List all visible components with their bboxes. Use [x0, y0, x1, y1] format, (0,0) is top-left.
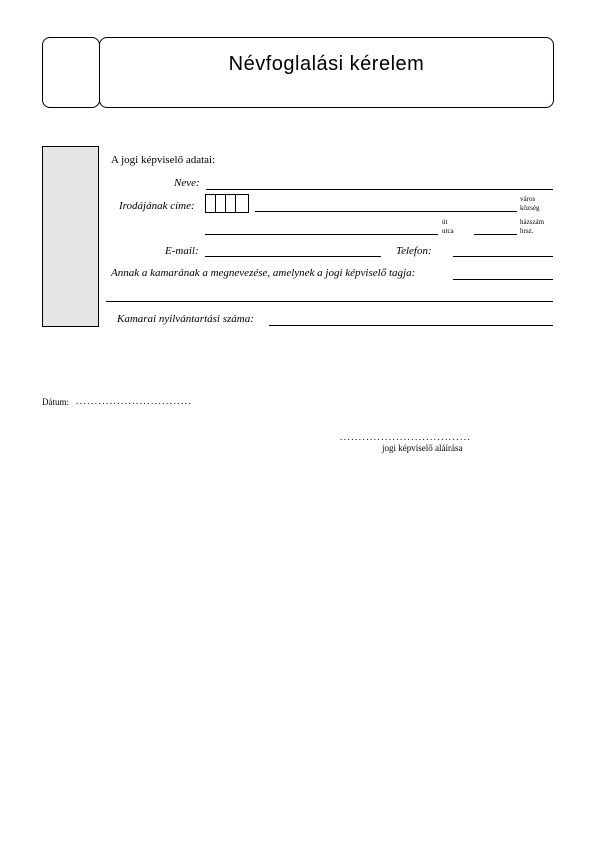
- registry-label: Kamarai nyilvántartási száma:: [117, 313, 254, 325]
- postal-code-boxes[interactable]: [205, 194, 249, 213]
- lot-number-label: hrsz.: [520, 227, 534, 235]
- email-label: E-mail:: [165, 245, 199, 257]
- chamber-label: Annak a kamarának a megnevezése, amelynek a jogi képviselő tagja:: [111, 267, 416, 279]
- name-field[interactable]: [206, 189, 553, 190]
- phone-label: Telefon:: [396, 245, 432, 257]
- postal-code-digit-4[interactable]: [236, 195, 246, 213]
- postal-code-digit-2[interactable]: [216, 195, 226, 213]
- email-field[interactable]: [205, 256, 381, 257]
- header-small-box: [42, 37, 100, 108]
- signature-label: jogi képviselő aláírása: [382, 443, 463, 453]
- village-label: község: [520, 204, 540, 212]
- section-heading: A jogi képviselő adatai:: [111, 154, 216, 166]
- postal-code-digit-3[interactable]: [226, 195, 236, 213]
- chamber-field[interactable]: [453, 279, 553, 280]
- street-label: út: [442, 218, 448, 226]
- chamber-field-continued[interactable]: [106, 301, 553, 302]
- side-panel: [42, 146, 99, 327]
- postal-code-digit-1[interactable]: [206, 195, 216, 213]
- city-field[interactable]: [255, 211, 517, 212]
- street2-label: utca: [442, 227, 454, 235]
- name-label: Neve:: [174, 177, 200, 189]
- phone-field[interactable]: [453, 256, 553, 257]
- house-number-label: házszám: [520, 218, 545, 226]
- office-address-label: Irodájának címe:: [119, 200, 195, 212]
- registry-field[interactable]: [269, 325, 553, 326]
- date-field[interactable]: ...............................: [76, 396, 193, 406]
- page-title: Névfoglalási kérelem: [228, 53, 425, 75]
- header-title-box: [99, 37, 554, 108]
- city-label: város: [520, 195, 536, 203]
- street-field[interactable]: [205, 234, 438, 235]
- house-number-field[interactable]: [474, 234, 517, 235]
- date-label: Dátum:: [42, 397, 69, 407]
- signature-field[interactable]: ...................................: [340, 432, 472, 442]
